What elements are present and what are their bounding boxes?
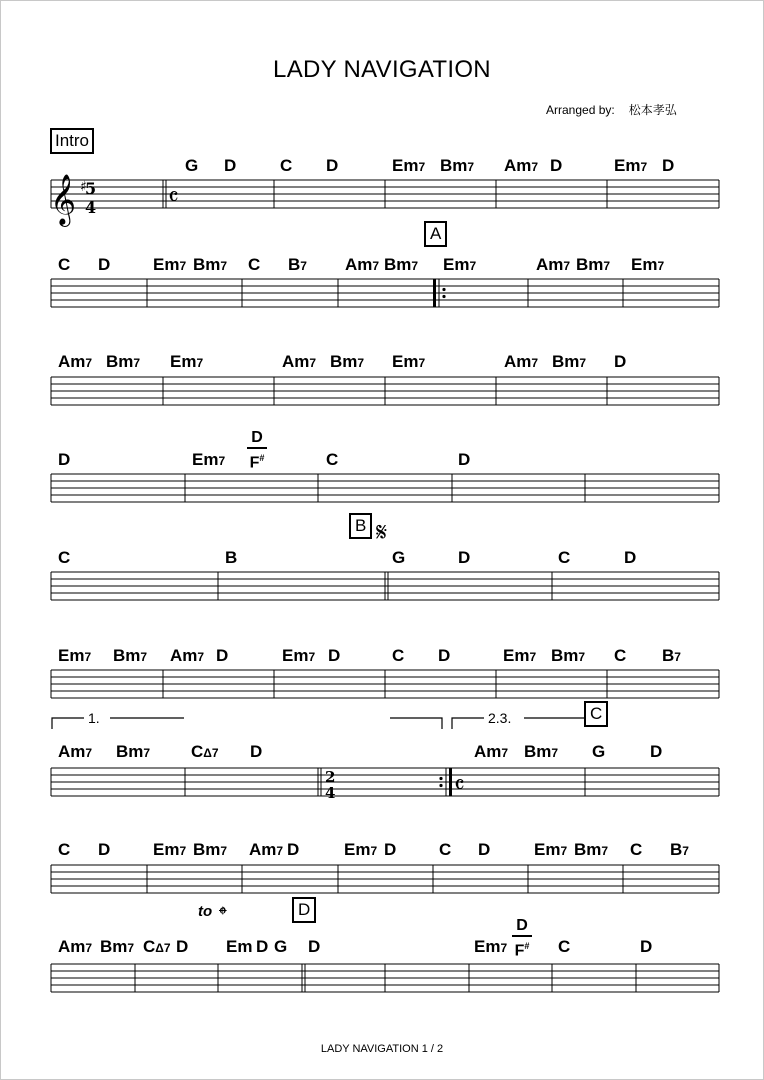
slash-chord: D F# [512, 918, 532, 959]
arranger-label: Arranged by: [546, 103, 615, 117]
chord: Bm7 [193, 255, 228, 274]
chord: D [58, 450, 71, 469]
chord: Em7 [153, 255, 187, 274]
section-label-a: A [424, 221, 447, 247]
chord: Em7 [631, 255, 665, 274]
common-time-icon: 𝄴 [454, 771, 465, 799]
chord: C [630, 840, 643, 859]
section-label-d: D [292, 897, 316, 923]
chord: C [58, 255, 71, 274]
chord: Bm7 [100, 937, 135, 956]
chord: CΔ7 [143, 937, 171, 956]
chord: D [614, 352, 627, 371]
chord: Am7 [345, 255, 380, 274]
chord: D [176, 937, 189, 956]
repeat-dot [442, 295, 445, 298]
chord: D [224, 156, 237, 175]
chord: Am7 [282, 352, 317, 371]
page-footer: LADY NAVIGATION 1 / 2 [320, 1043, 444, 1055]
song-title: LADY NAVIGATION [273, 56, 491, 83]
chord: Am7 [58, 742, 93, 761]
chord: D [550, 156, 563, 175]
common-time-icon: 𝄴 [168, 183, 179, 211]
chord: C [280, 156, 293, 175]
chord: Em7 [614, 156, 648, 175]
volta-first-bracket [52, 718, 84, 729]
chord: D [478, 840, 491, 859]
repeat-dot [442, 288, 445, 291]
section-label-c: C [584, 701, 608, 727]
chord: D [216, 646, 229, 665]
chord: C [558, 548, 571, 567]
chord: Em7 [344, 840, 378, 859]
chord: C [392, 646, 405, 665]
chord: Am7 [474, 742, 509, 761]
chord: Bm7 [116, 742, 151, 761]
chord: Bm7 [193, 840, 228, 859]
chord: Bm7 [551, 646, 586, 665]
chord: Am7 [170, 646, 205, 665]
chord: Bm7 [330, 352, 365, 371]
chord: Bm7 [384, 255, 419, 274]
chord: D [98, 255, 111, 274]
chord: Bm7 [524, 742, 559, 761]
volta-second-label: 2.3. [488, 710, 512, 726]
chord: Am7 [504, 156, 539, 175]
slash-chord: D F# [247, 430, 267, 471]
chord: Am7 [504, 352, 539, 371]
repeat-bar [433, 279, 436, 307]
segno-icon: 𝄋 [376, 518, 388, 548]
chord: Em7 [192, 450, 226, 469]
chord: G [392, 548, 406, 567]
sharp-icon: ♯ [80, 179, 87, 195]
time-sig-top: 5 [85, 179, 97, 198]
volta-first-bracket [390, 718, 442, 729]
chord: D [384, 840, 397, 859]
chord: Am7 [249, 840, 284, 859]
chord: G [592, 742, 606, 761]
chord: D [662, 156, 675, 175]
chord: D [326, 156, 339, 175]
repeat-dot [439, 777, 442, 780]
chord: D [458, 450, 471, 469]
chord: D [250, 742, 263, 761]
chord: Bm7 [574, 840, 609, 859]
volta-second-bracket [452, 718, 484, 729]
time-sig-bottom: 4 [325, 784, 336, 802]
chord: D [308, 937, 321, 956]
chord: Em7 [153, 840, 187, 859]
chord: Bm7 [113, 646, 148, 665]
chord: Em7 [443, 255, 477, 274]
section-label-intro: Intro [50, 128, 94, 154]
to-coda-text: to [198, 903, 213, 920]
section-label-b: B [349, 513, 372, 539]
chord: Am7 [58, 352, 93, 371]
coda-icon: 𝄌 [219, 903, 227, 928]
chord: Em7 [282, 646, 316, 665]
repeat-bar [449, 768, 452, 796]
chord: C [58, 548, 71, 567]
chord: C [248, 255, 261, 274]
chord: D [650, 742, 663, 761]
chord: D [328, 646, 341, 665]
chord: C [326, 450, 339, 469]
time-sig-bottom: 4 [85, 198, 97, 217]
chord: C [439, 840, 452, 859]
chord: C [558, 937, 571, 956]
chord: D [624, 548, 637, 567]
chord: C [614, 646, 627, 665]
chord: D [287, 840, 300, 859]
chord: B7 [662, 646, 681, 665]
chord: Bm7 [106, 352, 141, 371]
chord: Em7 [392, 156, 426, 175]
chord: D [98, 840, 111, 859]
time-sig-top: 2 [325, 768, 336, 786]
chord: D [256, 937, 269, 956]
volta-first-label: 1. [88, 710, 100, 726]
chord: G [274, 937, 288, 956]
chord: D [438, 646, 451, 665]
treble-clef-icon: 𝄞 [50, 174, 77, 225]
repeat-dot [439, 784, 442, 787]
chord: Bm7 [576, 255, 611, 274]
chord: CΔ7 [191, 742, 219, 761]
chord: B7 [288, 255, 307, 274]
chord: G [185, 156, 199, 175]
chord: Em [226, 937, 253, 956]
chord: Em7 [392, 352, 426, 371]
chord: Em7 [474, 937, 508, 956]
chord: D [640, 937, 653, 956]
chord: C [58, 840, 71, 859]
chord: Am7 [536, 255, 571, 274]
chord: Em7 [170, 352, 204, 371]
chord: Em7 [58, 646, 92, 665]
chord: Am7 [58, 937, 93, 956]
chord: Bm7 [552, 352, 587, 371]
chord: Em7 [503, 646, 537, 665]
chord: Em7 [534, 840, 568, 859]
arranger-name: 松本孝弘 [628, 103, 677, 117]
chord: Bm7 [440, 156, 475, 175]
chord: B7 [670, 840, 689, 859]
chord: B [225, 548, 238, 567]
chord: D [458, 548, 471, 567]
